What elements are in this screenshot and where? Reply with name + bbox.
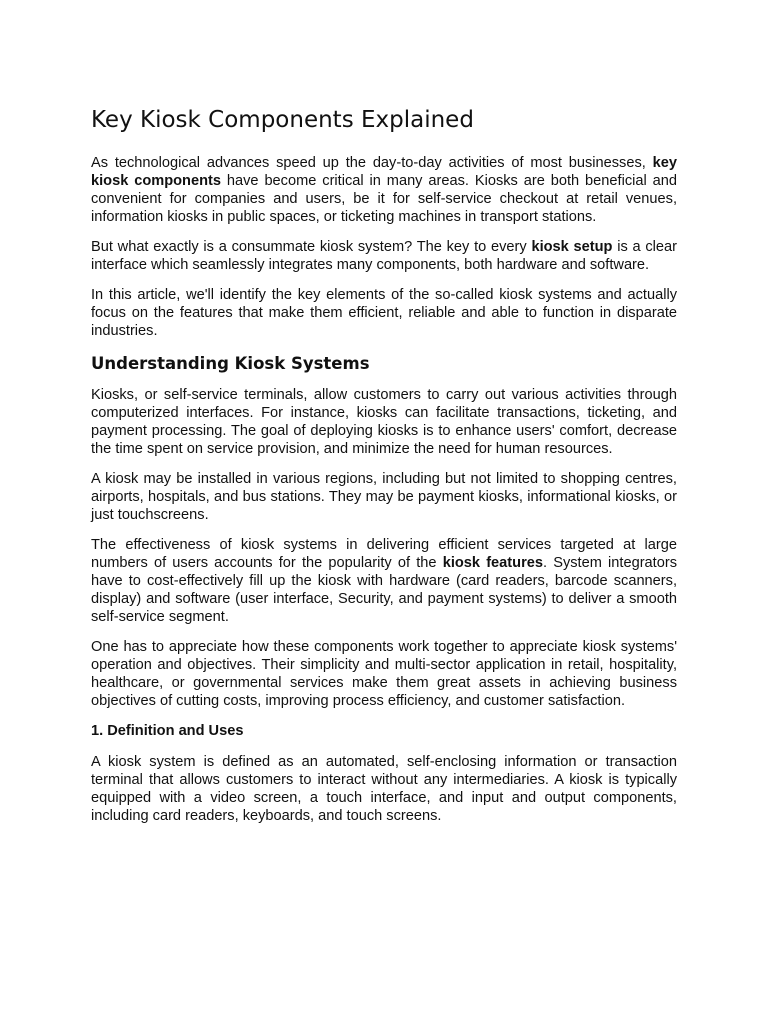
intro-p1-text-a: As technological advances speed up the day-to-day activities of most businesses, xyxy=(91,155,653,171)
document-page xyxy=(91,104,677,837)
intro-p2-text-b: is a clear interface which seamlessly integrates many components, both hardware and software. xyxy=(91,239,678,273)
section1-paragraph-4: One has to appreciate how these components work together to appreciate kiosk systems' operation and objectives. Their simplicity and multi-sector application in retail, hospitality, healthcare, or governmental services make them great assets in achieving business objectives of cutting costs, improving process efficiency, and customer satisfaction. xyxy=(91,639,677,709)
intro-p1-text-b: have become critical in many areas. Kiosks are both beneficial and convenient for companies and users, be it for self-service checkout at retail venues, information kiosks in public spaces, or ticketing machines in transport stations. xyxy=(91,173,677,225)
intro-paragraph-2 xyxy=(91,238,677,274)
page-title: Key Kiosk Components Explained xyxy=(91,107,474,133)
section1-p3-text-b: . System integrators have to cost-effectively fill up the kiosk with hardware (card readers, barcode scanners, display) and software (user interface, Security, and payment systems) to deliver a smooth self-service segment. xyxy=(91,555,677,625)
intro-p2-text-a: But what exactly is a consummate kiosk system? The key to every xyxy=(91,239,532,255)
subsection-heading-definition: 1. Definition and Uses xyxy=(91,723,244,739)
intro-paragraph-1 xyxy=(91,154,677,226)
section1-p3-bold: kiosk features xyxy=(442,555,543,571)
section1-paragraph-2: A kiosk may be installed in various regions, including but not limited to shopping centres, airports, hospitals, and bus stations. They may be payment kiosks, informational kiosks, or just touchscreens. xyxy=(91,471,677,523)
intro-p2-bold: kiosk setup xyxy=(531,239,613,255)
intro-paragraph-3: In this article, we'll identify the key elements of the so-called kiosk systems and actually focus on the features that make them efficient, reliable and able to function in disparate industries. xyxy=(91,287,677,339)
section1-paragraph-1: Kiosks, or self-service terminals, allow customers to carry out various activities through computerized interfaces. For instance, kiosks can facilitate transactions, ticketing, and payment processing. The goal of deploying kiosks is to enhance users' comfort, decrease the time spent on service provision, and minimize the need for human resources. xyxy=(91,387,677,457)
section1-p3-text-a: The effectiveness of kiosk systems in delivering efficient services targeted at large numbers of users accounts for the popularity of the xyxy=(91,537,677,571)
subsection1-paragraph-1: A kiosk system is defined as an automated, self-enclosing information or transaction terminal that allows customers to interact without any intermediaries. A kiosk is typically equipped with a video screen, a touch interface, and input and output components, including card readers, keyboards, and touch screens. xyxy=(91,754,677,824)
section-heading-understanding: Understanding Kiosk Systems xyxy=(91,354,370,373)
intro-p1-bold: key kiosk components xyxy=(91,155,677,189)
section1-paragraph-3 xyxy=(91,536,677,626)
